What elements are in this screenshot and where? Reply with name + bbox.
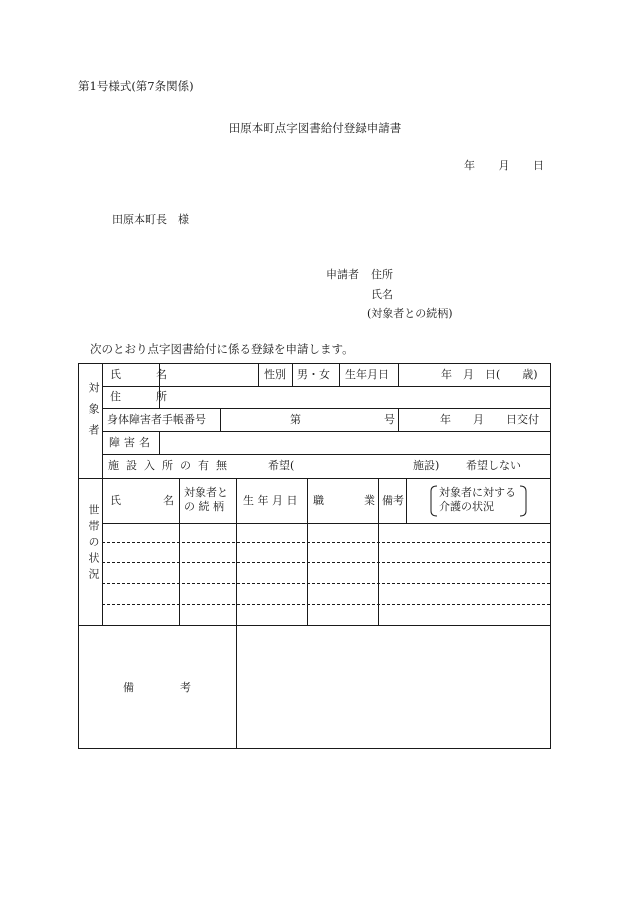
handbook-go: 号 <box>384 413 395 426</box>
col-care-2: 介護の状況 <box>439 500 494 513</box>
form-number: 第1号様式(第7条関係) <box>78 79 194 93</box>
addressee: 田原本町長 様 <box>112 213 189 226</box>
applicant-label: 申請者 <box>326 268 359 281</box>
applicant-address-label: 住所 <box>371 268 393 281</box>
col-relation-2: の 続 柄 <box>184 500 224 513</box>
household-section-label <box>83 504 100 591</box>
col-name-1: 氏 <box>110 494 121 507</box>
household-section-text: 世帯の状況 <box>87 504 100 584</box>
col-name-2: 名 <box>163 494 174 507</box>
request-text: 次のとおり点字図書給付に係る登録を申請します。 <box>90 342 354 356</box>
applicant-relation-label: (対象者との続柄) <box>367 307 453 320</box>
facility-label: 施設入所の有無 <box>108 459 234 472</box>
date-day: 日 <box>533 159 544 172</box>
birthdate-label: 生年月日 <box>345 368 389 381</box>
birthdate-value: 年 月 日( 歳) <box>441 368 538 381</box>
handbook-label: 身体障害者手帳番号 <box>107 413 206 426</box>
col-birth: 生 年 月 日 <box>243 494 298 507</box>
facility-close: 施設) <box>413 459 440 472</box>
target-section-label <box>83 382 100 452</box>
gender-label: 性別 <box>264 368 286 381</box>
col-job-2: 業 <box>364 494 375 507</box>
document-title: 田原本町点字図書給付登録申請書 <box>228 121 402 135</box>
date-month: 月 <box>498 159 510 172</box>
handbook-issue-date: 年 月 日交付 <box>440 413 539 426</box>
handbook-dai: 第 <box>290 413 301 426</box>
applicant-name-label: 氏名 <box>371 288 393 301</box>
facility-hope: 希望( <box>268 459 295 472</box>
target-section-text: 対象者 <box>87 382 100 445</box>
date-year: 年 <box>464 159 475 172</box>
gender-options: 男・女 <box>297 368 330 381</box>
facility-nohope: 希望しない <box>466 459 521 472</box>
target-name-label: 氏 名 <box>110 368 179 381</box>
disability-label: 障害名 <box>109 436 154 449</box>
remarks-label-1: 備 <box>123 681 134 694</box>
remarks-label-2: 考 <box>180 681 191 694</box>
target-address-label: 住 所 <box>110 390 179 403</box>
col-job-1: 職 <box>313 494 324 507</box>
col-relation-1: 対象者と <box>184 486 228 499</box>
col-care-1: 対象者に対する <box>439 486 516 499</box>
col-remarks: 備考 <box>382 494 404 507</box>
